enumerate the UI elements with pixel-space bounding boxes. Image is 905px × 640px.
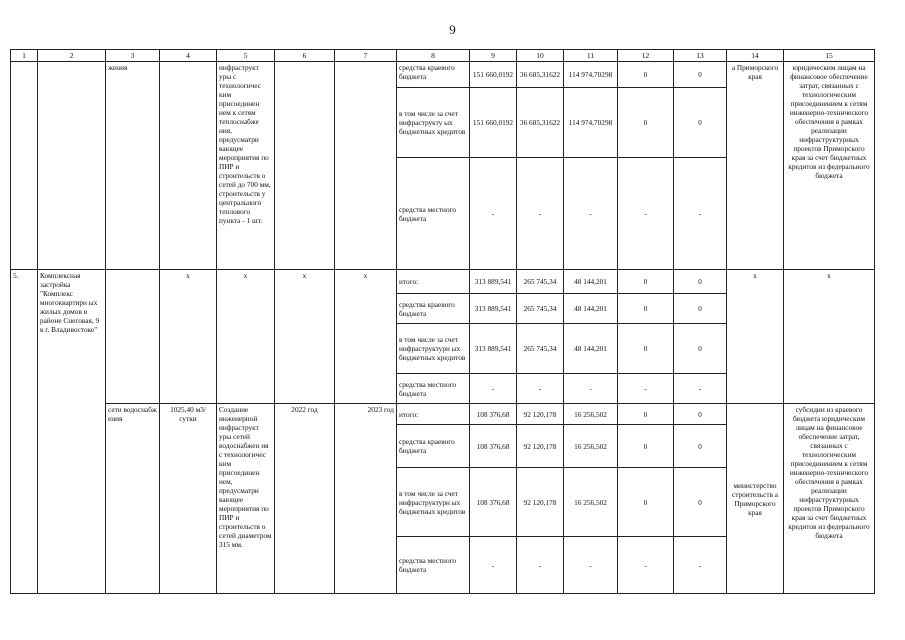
cell-year1: -	[517, 537, 564, 594]
cell-year1: -	[517, 158, 564, 270]
cell-year2: 48 144,201	[564, 294, 618, 324]
cell-year1: 265 745,34	[517, 270, 564, 294]
cell-description: Создание инженерной инфраструкт уры сетей водоснабжен ия с технологичес ким присоединен ием, предусматри вающее мероприятия по ПИР и строительств о сетей диаметром 315 мм.	[217, 404, 275, 594]
cell-year4: 0	[674, 324, 727, 374]
cell-total: 151 660,0192	[470, 62, 517, 88]
cell-source: средства местного бюджета	[397, 537, 470, 594]
cell-year3: 0	[618, 404, 674, 425]
cell-year2: -	[564, 537, 618, 594]
cell-capacity: 1025,40 м3/сутки	[160, 404, 217, 594]
column-number-row	[11, 50, 875, 62]
cell-year4: -	[674, 158, 727, 270]
cell-source: средства краевого бюджета	[397, 425, 470, 468]
cell-total: -	[470, 537, 517, 594]
header-cell: 3	[106, 50, 160, 62]
cell-object: сети водоснабж ения	[106, 404, 160, 594]
cell-capacity: х	[160, 270, 217, 404]
cell-start: х	[275, 270, 335, 404]
header-cell: 14	[727, 50, 784, 62]
cell-year2: 114 974,70298	[564, 62, 618, 88]
cell-source: итого:	[397, 404, 470, 425]
cell-year3: -	[618, 537, 674, 594]
cell-end	[335, 62, 397, 270]
cell-year2: 48 144,201	[564, 324, 618, 374]
cell-year1: 92 120,178	[517, 425, 564, 468]
header-cell: 6	[275, 50, 335, 62]
cell-source: средства краевого бюджета	[397, 62, 470, 88]
cell-year4: 0	[674, 270, 727, 294]
cell-source: средства местного бюджета	[397, 158, 470, 270]
cell-source: итого:	[397, 270, 470, 294]
header-cell: 10	[517, 50, 564, 62]
cell-year4: -	[674, 374, 727, 404]
cell-source: в том числе за счет инфраструктурн ых бюджетных кредитов	[397, 468, 470, 537]
cell-year1: 265 745,34	[517, 294, 564, 324]
cell-capacity	[160, 62, 217, 270]
cell-executor: а Приморского края	[727, 62, 784, 270]
cell-year4: -	[674, 537, 727, 594]
cell-year3: 0	[618, 468, 674, 537]
cell-year2: 16 256,502	[564, 404, 618, 425]
cell-year4: 0	[674, 62, 727, 88]
cell-year2: -	[564, 374, 618, 404]
cell-executor: х	[727, 270, 784, 404]
header-cell: 1	[11, 50, 38, 62]
cell-year1: 36 685,31622	[517, 88, 564, 158]
cell-end: х	[335, 270, 397, 404]
cell-total: -	[470, 158, 517, 270]
table-row	[11, 62, 875, 88]
cell-total: 313 889,541	[470, 324, 517, 374]
cell-year3: -	[618, 374, 674, 404]
cell-year3: 0	[618, 425, 674, 468]
cell-total: 108 376,68	[470, 425, 517, 468]
cell-year2: 114 974,70298	[564, 88, 618, 158]
cell-year4: 0	[674, 468, 727, 537]
cell-year4: 0	[674, 294, 727, 324]
cell-purpose: юридическим лицам на финансовое обеспечение затрат, связанных с технологическим присоединением к сетям инженерно-технического обеспечения в рамках реализации инфраструктурных проектов Приморского края за счет бюджетных кредитов из федерального бюджета	[784, 62, 875, 270]
cell-year2: 48 144,201	[564, 270, 618, 294]
cell-year2: -	[564, 158, 618, 270]
cell-object: жения	[106, 62, 160, 270]
cell-year1: 36 685,31622	[517, 62, 564, 88]
cell-executor: министерство строительств а Приморского края	[727, 404, 784, 594]
cell-name: Комплексная застройка "Комплекс многоквартирн ых жилых домов в районе Снеговая, 9 в г. Владивостоке"	[38, 270, 106, 594]
cell-source: в том числе за счет инфраструкту ых бюджетных кредитов	[397, 88, 470, 158]
cell-year4: 0	[674, 404, 727, 425]
cell-description: х	[217, 270, 275, 404]
cell-year3: -	[618, 158, 674, 270]
page-number: 9	[449, 22, 456, 37]
header-cell: 15	[784, 50, 875, 62]
cell-year4: 0	[674, 88, 727, 158]
header-cell: 11	[564, 50, 618, 62]
cell-total: 108 376,68	[470, 404, 517, 425]
table-row	[11, 404, 875, 425]
cell-description: инфраструкт уры с технологичес ким присоединен ием к сетям теплоснабже ния, предусматри вающее мероприятия по ПИР и строительств о сетей до 700 мм, строительств у центрального теплового пункта - 1 шт.	[217, 62, 275, 270]
cell-year1: -	[517, 374, 564, 404]
cell-year3: 0	[618, 270, 674, 294]
cell-source: средства местного бюджета	[397, 374, 470, 404]
cell-year1: 265 745,34	[517, 324, 564, 374]
header-cell: 9	[470, 50, 517, 62]
cell-year2: 16 256,502	[564, 468, 618, 537]
header-cell: 2	[38, 50, 106, 62]
cell-year3: 0	[618, 88, 674, 158]
cell-source: средства краевого бюджета	[397, 294, 470, 324]
cell-end: 2023 год	[335, 404, 397, 594]
table-row	[11, 270, 875, 294]
cell-year3: 0	[618, 62, 674, 88]
cell-purpose: субсидии из краевого бюджета юридическим лицам на финансовое обеспечение затрат, связанных с технологическим присоединением к сетям инженерно-технического обеспечения в рамках реализации инфраструктурных проектов Приморского края за счет бюджетных кредитов из федерального бюджета	[784, 404, 875, 594]
cell-purpose: х	[784, 270, 875, 404]
cell-year4: 0	[674, 425, 727, 468]
header-cell: 12	[618, 50, 674, 62]
cell-num	[11, 62, 38, 270]
header-cell: 7	[335, 50, 397, 62]
header-cell: 8	[397, 50, 470, 62]
budget-table	[10, 49, 875, 594]
header-cell: 4	[160, 50, 217, 62]
cell-year3: 0	[618, 294, 674, 324]
cell-year2: 16 256,502	[564, 425, 618, 468]
header-cell: 13	[674, 50, 727, 62]
cell-num: 5.	[11, 270, 38, 594]
cell-total: 108 376,68	[470, 468, 517, 537]
cell-total: 313 889,541	[470, 294, 517, 324]
cell-start	[275, 62, 335, 270]
cell-year1: 92 120,178	[517, 468, 564, 537]
cell-start: 2022 год	[275, 404, 335, 594]
cell-year3: 0	[618, 324, 674, 374]
cell-object	[106, 270, 160, 404]
cell-total: -	[470, 374, 517, 404]
cell-total: 151 660,0192	[470, 88, 517, 158]
cell-year1: 92 120,178	[517, 404, 564, 425]
header-cell: 5	[217, 50, 275, 62]
cell-total: 313 889,541	[470, 270, 517, 294]
cell-name	[38, 62, 106, 270]
cell-source: в том числе за счет инфраструктурн ых бюджетных кредитов	[397, 324, 470, 374]
